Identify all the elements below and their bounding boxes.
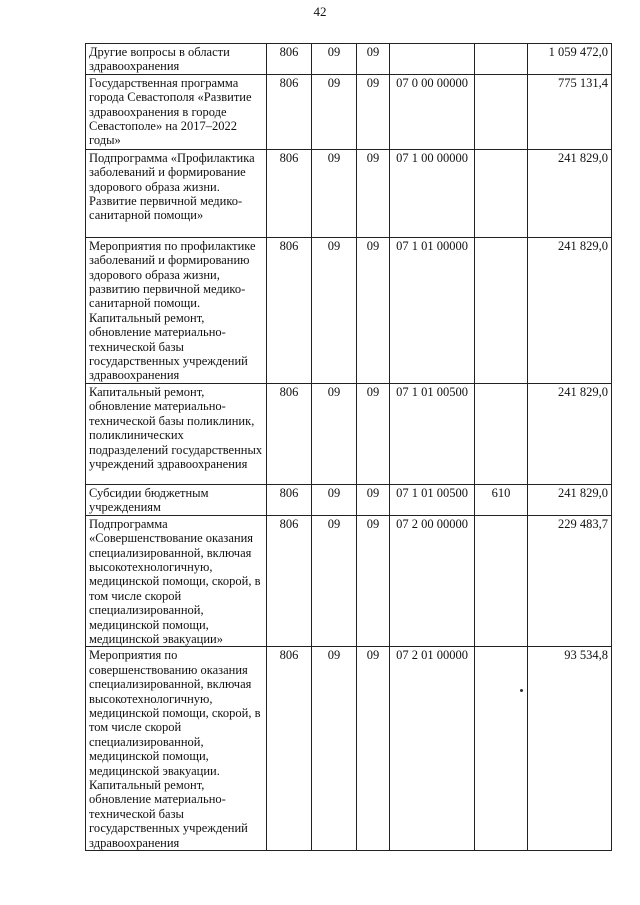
- section-code: 09: [312, 44, 357, 75]
- subsection-code: 09: [357, 149, 390, 237]
- amount: 241 829,0: [528, 149, 612, 237]
- section-code: 09: [312, 515, 357, 647]
- table-row: [86, 484, 612, 515]
- subsection-code: 09: [357, 647, 390, 851]
- amount: 241 829,0: [528, 383, 612, 484]
- table-row: [86, 74, 612, 149]
- row-name: Другие вопросы в области здравоохранения: [86, 44, 267, 75]
- expense-type-code: [475, 74, 528, 149]
- section-code: 09: [312, 484, 357, 515]
- expense-type-code: [475, 44, 528, 75]
- ministry-code: 806: [267, 149, 312, 237]
- section-code: 09: [312, 383, 357, 484]
- section-code: 09: [312, 237, 357, 383]
- subsection-code: 09: [357, 383, 390, 484]
- amount: 229 483,7: [528, 515, 612, 647]
- table-row: [86, 515, 612, 647]
- table-row: [86, 44, 612, 75]
- row-name: Капитальный ремонт, обновление материально-технической базы поликлиник, поликлинических подразделений государственных учреждений здравоохранения: [86, 383, 267, 484]
- scan-mark: [520, 689, 523, 692]
- row-name: Мероприятия по профилактике заболеваний и формированию здорового образа жизни, развитию первичной медико-санитарной помощи. Капитальный ремонт, обновление материально-технической базы государственных учреждений здравоохранения: [86, 237, 267, 383]
- table-row: [86, 149, 612, 237]
- table-row: [86, 383, 612, 484]
- subsection-code: 09: [357, 484, 390, 515]
- ministry-code: 806: [267, 515, 312, 647]
- subsection-code: 09: [357, 44, 390, 75]
- subsection-code: 09: [357, 237, 390, 383]
- target-article-code: 07 0 00 00000: [390, 74, 475, 149]
- ministry-code: 806: [267, 74, 312, 149]
- target-article-code: 07 1 01 00000: [390, 237, 475, 383]
- table-row: [86, 647, 612, 851]
- amount: 241 829,0: [528, 237, 612, 383]
- amount: 775 131,4: [528, 74, 612, 149]
- row-name: Мероприятия по совершенствованию оказания специализированной, включая высокотехнологичную, медицинской помощи, скорой, в том числе скорой специализированной, медицинской помощи, медицинской эвакуации. Капитальный ремонт, обновление материально-технической базы государственных учреждений здравоохранения: [86, 647, 267, 851]
- ministry-code: 806: [267, 383, 312, 484]
- expense-type-code: [475, 647, 528, 851]
- subsection-code: 09: [357, 515, 390, 647]
- target-article-code: 07 1 01 00500: [390, 484, 475, 515]
- amount: 93 534,8: [528, 647, 612, 851]
- ministry-code: 806: [267, 484, 312, 515]
- target-article-code: [390, 44, 475, 75]
- row-name: Подпрограмма «Профилактика заболеваний и формирование здорового образа жизни. Развитие первичной медико-санитарной помощи»: [86, 149, 267, 237]
- target-article-code: 07 1 00 00000: [390, 149, 475, 237]
- row-name: Государственная программа города Севастополя «Развитие здравоохранения в городе Севастополе» на 2017–2022 годы»: [86, 74, 267, 149]
- section-code: 09: [312, 647, 357, 851]
- amount: 241 829,0: [528, 484, 612, 515]
- section-code: 09: [312, 149, 357, 237]
- page-number: 42: [313, 4, 327, 19]
- target-article-code: 07 2 00 00000: [390, 515, 475, 647]
- target-article-code: 07 2 01 00000: [390, 647, 475, 851]
- subsection-code: 09: [357, 74, 390, 149]
- row-name: Подпрограмма «Совершенствование оказания специализированной, включая высокотехнологичную, медицинской помощи, скорой, в том числе скорой специализированной, медицинской помощи, медицинской эвакуации»: [86, 515, 267, 647]
- ministry-code: 806: [267, 237, 312, 383]
- row-name: Субсидии бюджетным учреждениям: [86, 484, 267, 515]
- expense-type-code: [475, 149, 528, 237]
- table-row: [86, 237, 612, 383]
- ministry-code: 806: [267, 44, 312, 75]
- expense-type-code: [475, 383, 528, 484]
- expense-type-code: [475, 515, 528, 647]
- budget-table: [85, 43, 612, 851]
- expense-type-code: [475, 237, 528, 383]
- target-article-code: 07 1 01 00500: [390, 383, 475, 484]
- ministry-code: 806: [267, 647, 312, 851]
- expense-type-code: 610: [475, 484, 528, 515]
- amount: 1 059 472,0: [528, 44, 612, 75]
- section-code: 09: [312, 74, 357, 149]
